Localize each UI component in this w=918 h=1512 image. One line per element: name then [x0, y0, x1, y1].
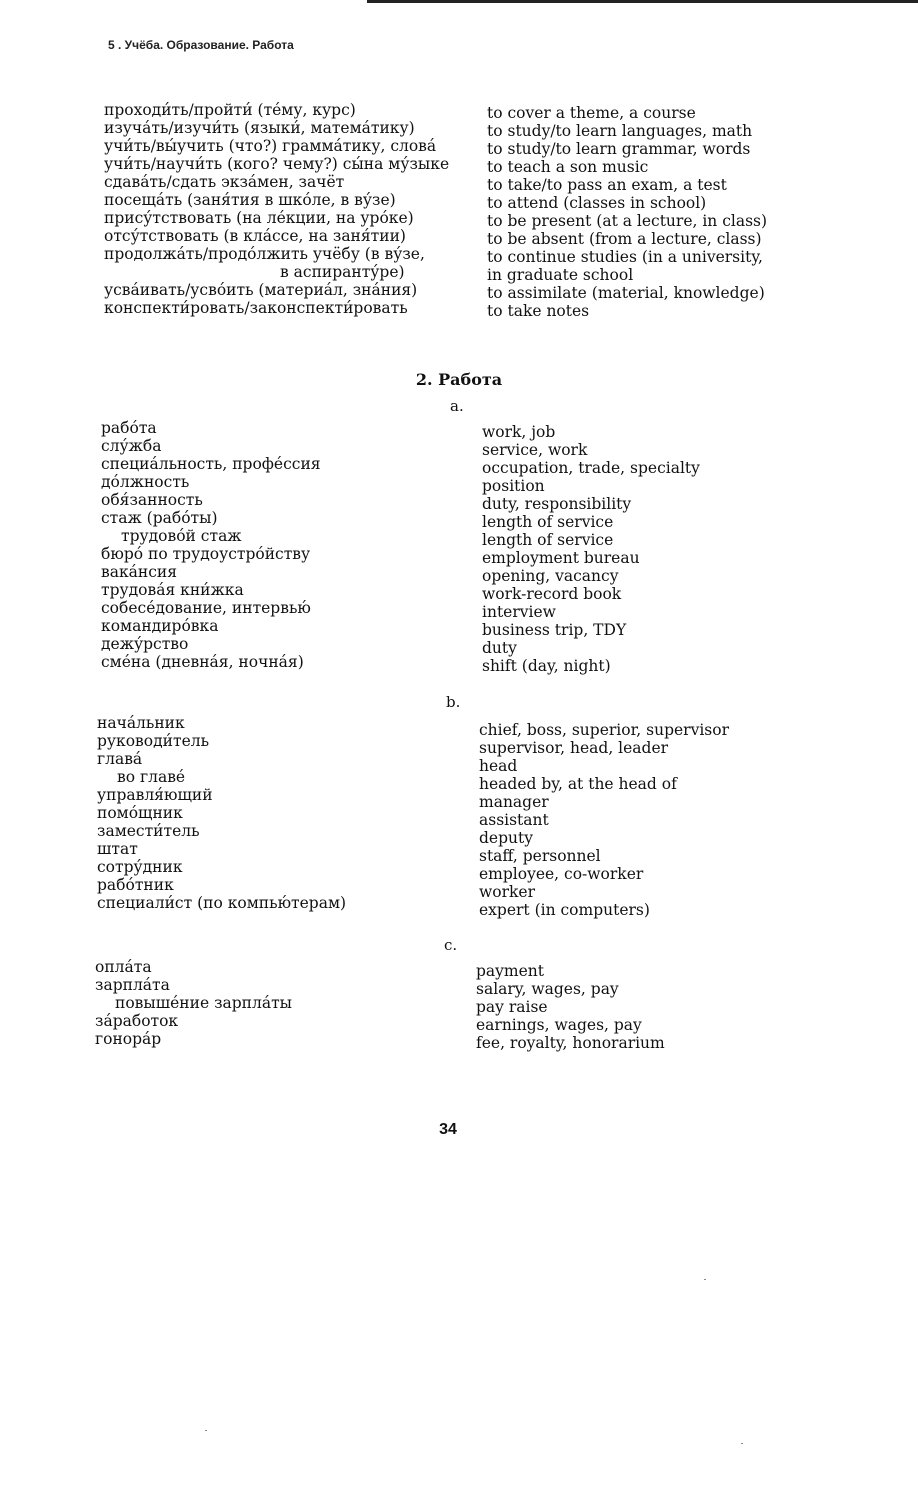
- english-translation: to cover a theme, a course: [487, 104, 696, 122]
- russian-term: во главе́: [117, 768, 186, 786]
- english-translation: business trip, TDY: [482, 621, 627, 639]
- english-translation: manager: [479, 793, 549, 811]
- russian-term: бюро́ по трудоустро́йству: [101, 545, 311, 563]
- russian-term: продолжа́ть/продо́лжить учёбу (в ву́зе,: [104, 245, 425, 263]
- russian-term: специа́льность, профе́ссия: [101, 455, 321, 473]
- english-translation: chief, boss, superior, supervisor: [479, 721, 729, 739]
- english-translation: work-record book: [482, 585, 622, 603]
- russian-term: усва́ивать/усво́ить (материа́л, зна́ния): [104, 281, 418, 299]
- english-translation: supervisor, head, leader: [479, 739, 669, 757]
- english-translation: deputy: [479, 829, 533, 847]
- scan-speck: [205, 1430, 207, 1431]
- english-translation: duty, responsibility: [482, 495, 632, 513]
- section1-english-column: [487, 104, 767, 320]
- russian-term: трудова́я кни́жка: [101, 581, 244, 599]
- section-title: 2. Работа: [415, 370, 503, 389]
- english-translation: staff, personnel: [479, 847, 601, 865]
- english-translation: work, job: [482, 423, 556, 441]
- english-translation: to attend (classes in school): [487, 194, 707, 212]
- russian-term: учи́ть/научи́ть (кого? чему?) сы́на му́зыке: [104, 155, 450, 173]
- section1-russian-column: [104, 101, 449, 317]
- english-translation: to assimilate (material, knowledge): [487, 284, 765, 302]
- russian-term: стаж (рабо́ты): [101, 509, 218, 527]
- russian-term: дежу́рство: [101, 635, 189, 653]
- english-translation: head: [479, 757, 518, 775]
- russian-term: сотру́дник: [97, 858, 183, 876]
- subsection-label-a: a.: [450, 397, 464, 415]
- english-translation: to study/to learn grammar, words: [487, 140, 751, 158]
- subsection-c-english-column: [476, 962, 665, 1052]
- english-translation: position: [482, 477, 545, 495]
- english-translation: headed by, at the head of: [479, 775, 677, 793]
- english-translation: payment: [476, 962, 545, 980]
- scan-speck: [704, 1279, 706, 1280]
- english-translation: employment bureau: [482, 549, 640, 567]
- russian-term: гонора́р: [95, 1030, 162, 1048]
- english-translation: in graduate school: [487, 266, 634, 284]
- russian-term: командиро́вка: [101, 617, 219, 635]
- russian-term: трудово́й стаж: [121, 527, 242, 545]
- english-translation: pay raise: [476, 998, 548, 1016]
- russian-term: посеща́ть (заня́тия в шко́ле, в ву́зе): [104, 191, 396, 209]
- russian-term: глава́: [97, 750, 143, 768]
- russian-term: слу́жба: [101, 437, 162, 455]
- english-translation: length of service: [482, 513, 614, 531]
- english-translation: duty: [482, 639, 517, 657]
- subsection-a-english-column: [482, 423, 700, 675]
- english-translation: to continue studies (in a university,: [487, 248, 763, 266]
- english-translation: interview: [482, 603, 556, 621]
- russian-term: управля́ющий: [97, 786, 213, 804]
- english-translation: employee, co-worker: [479, 865, 644, 883]
- russian-term: руководи́тель: [97, 732, 210, 750]
- russian-term: за́работок: [95, 1012, 179, 1030]
- english-translation: assistant: [479, 811, 549, 829]
- english-translation: to study/to learn languages, math: [487, 122, 753, 140]
- russian-term: штат: [97, 840, 138, 858]
- subsection-b-russian-column: [97, 714, 346, 912]
- english-translation: to be absent (from a lecture, class): [487, 230, 762, 248]
- subsection-label-c: c.: [444, 936, 458, 954]
- english-translation: occupation, trade, specialty: [482, 459, 700, 477]
- english-translation: expert (in computers): [479, 901, 650, 919]
- russian-term: сдава́ть/сдать экза́мен, зачёт: [104, 173, 345, 191]
- english-translation: opening, vacancy: [482, 567, 619, 585]
- russian-term: конспекти́ровать/законспекти́ровать: [104, 299, 408, 317]
- russian-term: вака́нсия: [101, 563, 178, 581]
- top-rule: [367, 0, 918, 3]
- english-translation: to teach a son music: [487, 158, 649, 176]
- running-head: 5 . Учёба. Образование. Работа: [108, 38, 294, 52]
- english-translation: to take/to pass an exam, a test: [487, 176, 727, 194]
- russian-term: повыше́ние зарпла́ты: [115, 994, 293, 1012]
- english-translation: length of service: [482, 531, 614, 549]
- english-translation: earnings, wages, pay: [476, 1016, 642, 1034]
- english-translation: salary, wages, pay: [476, 980, 619, 998]
- russian-term: опла́та: [95, 958, 152, 976]
- russian-term: рабо́та: [101, 419, 157, 437]
- russian-term: отсу́тствовать (в кла́ссе, на заня́тии): [104, 227, 406, 245]
- russian-term: нача́льник: [97, 714, 185, 732]
- english-translation: worker: [479, 883, 535, 901]
- russian-term: собесе́дование, интервью́: [101, 599, 311, 617]
- russian-term: помо́щник: [97, 804, 183, 822]
- page-number: 34: [439, 1121, 457, 1138]
- russian-term: обя́занность: [101, 491, 203, 509]
- subsection-b-english-column: [479, 721, 729, 919]
- subsection-a-russian-column: [101, 419, 321, 671]
- russian-term: сме́на (дневна́я, ночна́я): [101, 653, 304, 671]
- russian-term: специали́ст (по компью́терам): [97, 894, 347, 912]
- english-translation: fee, royalty, honorarium: [476, 1034, 665, 1052]
- russian-term: прису́тствовать (на ле́кции, на уро́ке): [104, 209, 414, 227]
- russian-term: рабо́тник: [97, 876, 174, 894]
- russian-term: в аспиранту́ре): [280, 263, 405, 281]
- english-translation: service, work: [482, 441, 588, 459]
- english-translation: shift (day, night): [482, 657, 611, 675]
- russian-term: проходи́ть/пройти́ (те́му, курс): [104, 101, 356, 119]
- subsection-label-b: b.: [446, 693, 461, 711]
- russian-term: до́лжность: [101, 473, 190, 491]
- russian-term: замести́тель: [97, 822, 200, 840]
- russian-term: изуча́ть/изучи́ть (языки́, матема́тику): [104, 119, 415, 137]
- russian-term: учи́ть/вы́учить (что?) грамма́тику, слова́: [104, 137, 437, 155]
- english-translation: to be present (at a lecture, in class): [487, 212, 768, 230]
- subsection-c-russian-column: [95, 958, 292, 1048]
- english-translation: to take notes: [487, 302, 590, 320]
- scan-speck: [741, 1443, 743, 1444]
- russian-term: зарпла́та: [95, 976, 170, 994]
